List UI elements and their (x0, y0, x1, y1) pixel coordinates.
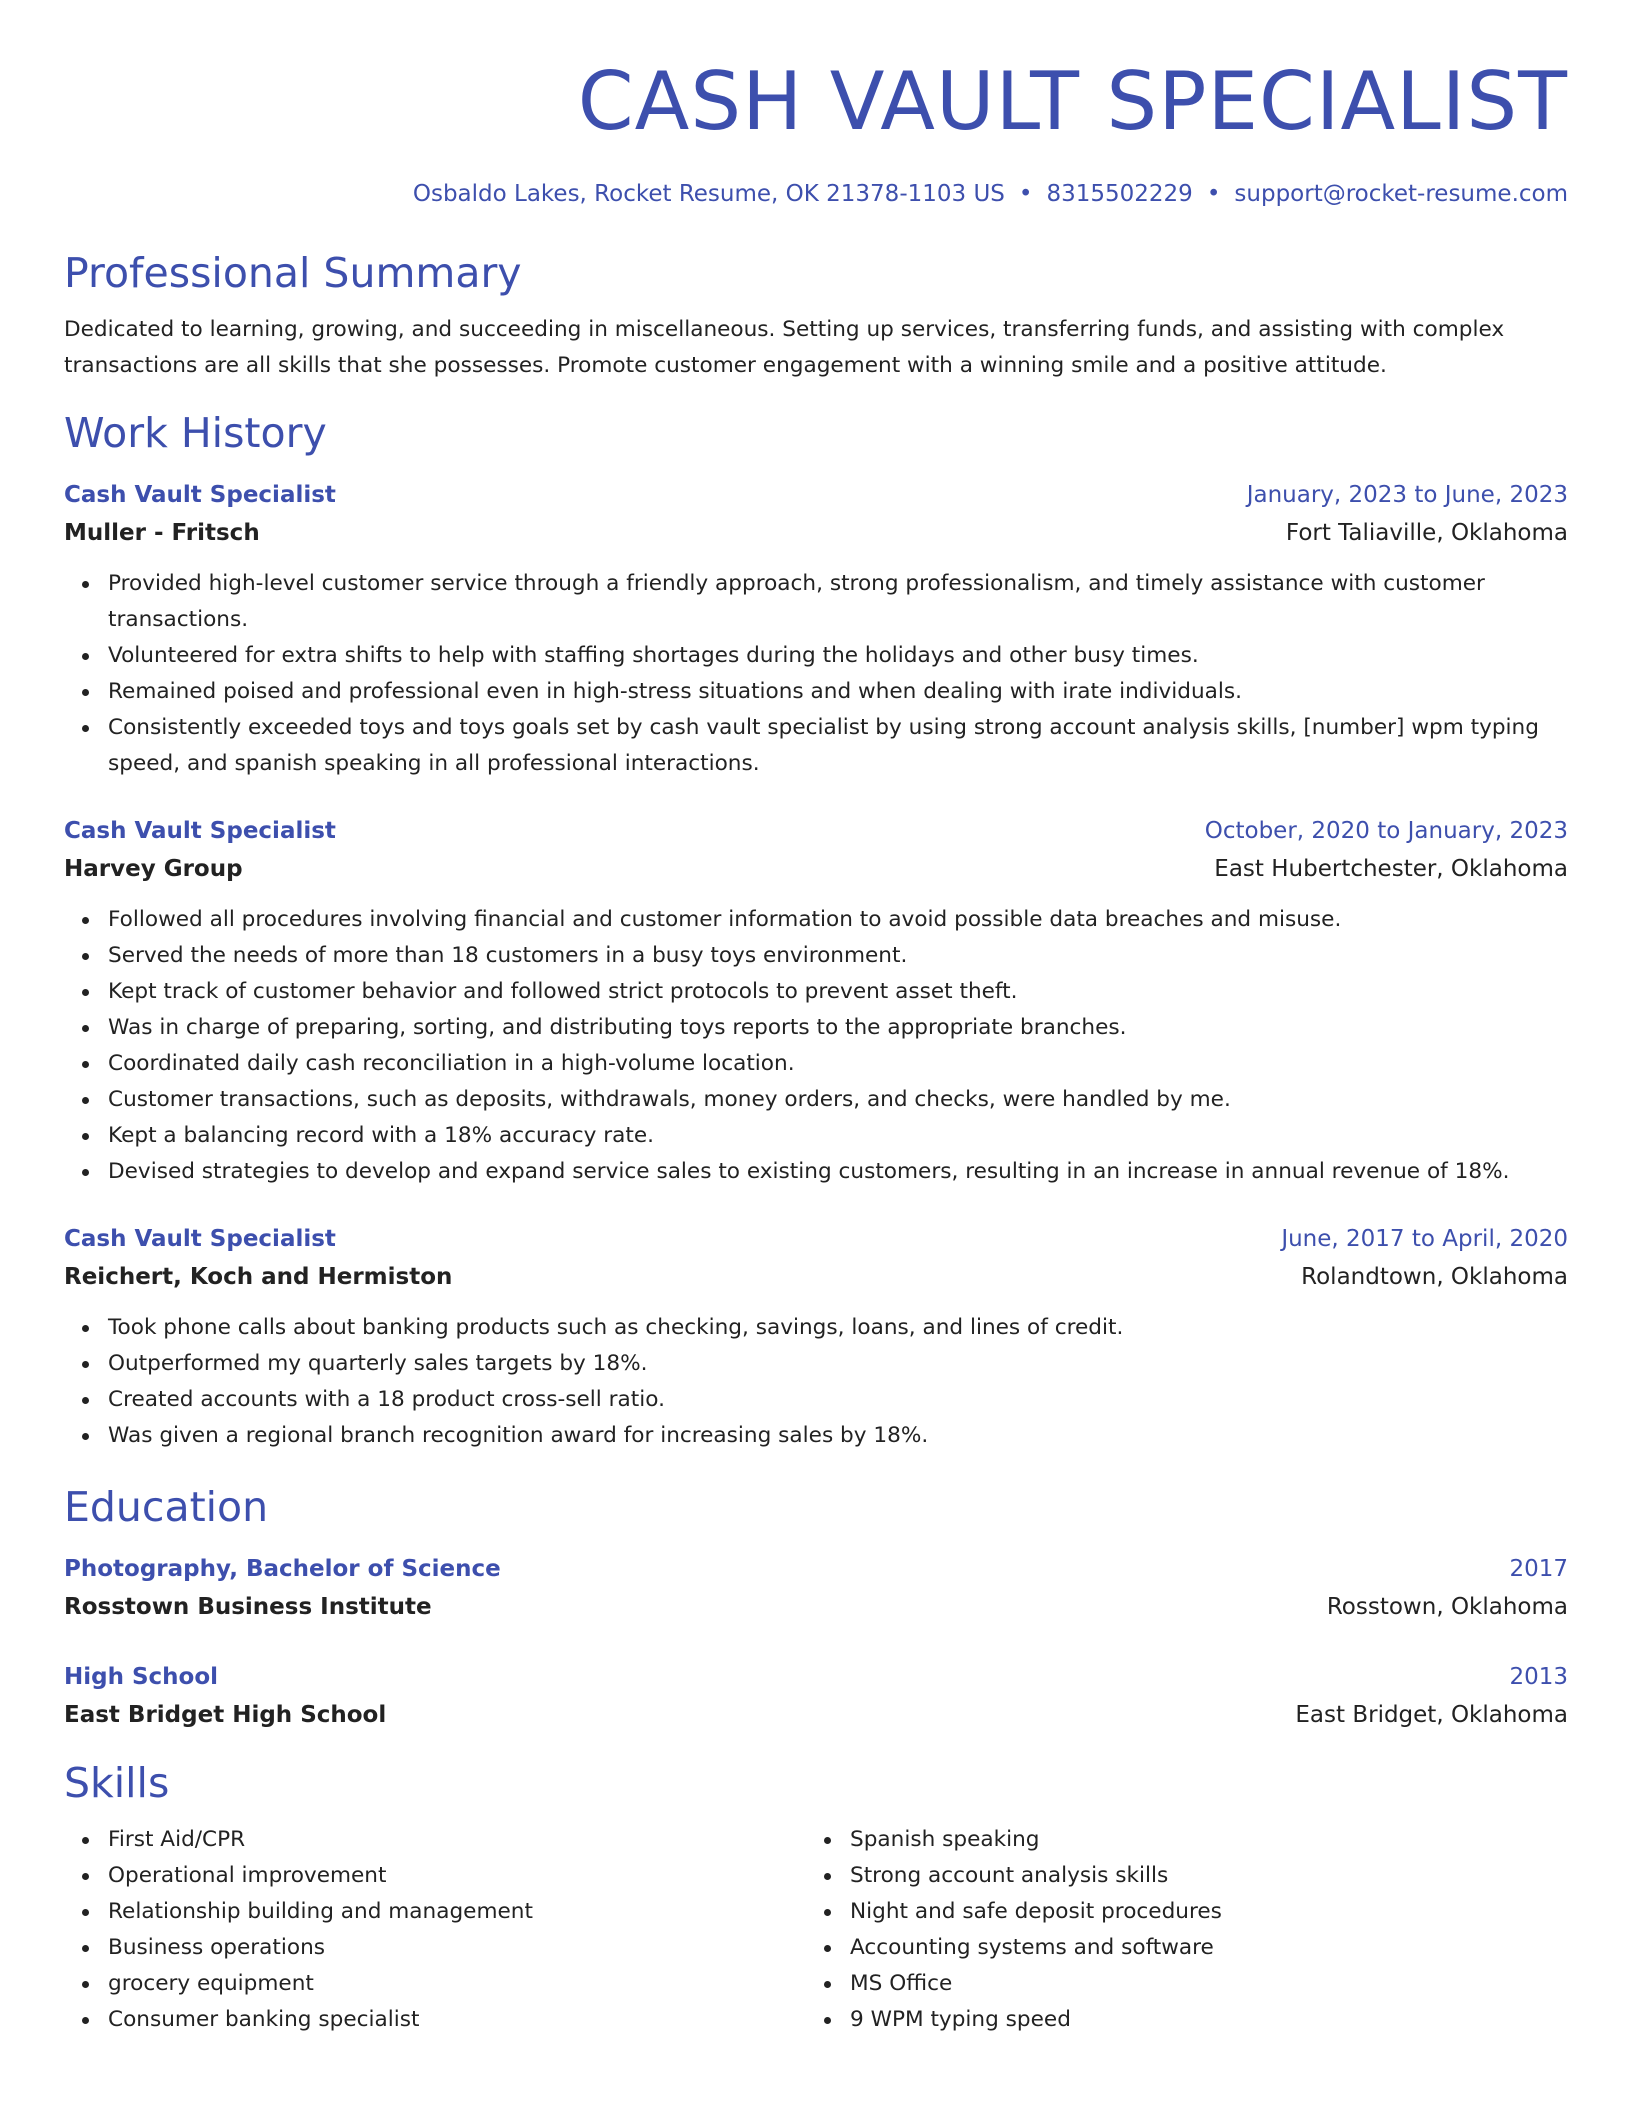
job-bullet: Served the needs of more than 18 customers in a busy toys environment. (108, 938, 1568, 974)
job-dates: October, 2020 to January, 2023 (1204, 818, 1568, 844)
job-entry (64, 476, 1568, 782)
education-location: East Bridget, Oklahoma (1295, 1702, 1568, 1728)
skill-item: 9 WPM typing speed (850, 2002, 1568, 2038)
job-company: Harvey Group (64, 856, 243, 882)
education-year: 2017 (1509, 1556, 1568, 1582)
skills-heading: Skills (64, 1759, 170, 1807)
job-bullet: Was given a regional branch recognition award for increasing sales by 18%. (108, 1418, 1568, 1454)
skill-item: First Aid/CPR (108, 1822, 806, 1858)
resume-content (64, 0, 1568, 2038)
job-location: Rolandtown, Oklahoma (1301, 1264, 1568, 1290)
job-subheader (64, 514, 1568, 552)
education-header (64, 1658, 1568, 1696)
job-entry (64, 1220, 1568, 1454)
skills-column-right (806, 1822, 1568, 2038)
job-title: Cash Vault Specialist (64, 482, 336, 508)
skill-item: MS Office (850, 1966, 1568, 2002)
job-subheader (64, 850, 1568, 888)
job-bullets (64, 566, 1568, 782)
skill-item: Strong account analysis skills (850, 1858, 1568, 1894)
skills-list (64, 1822, 806, 2038)
education-header (64, 1550, 1568, 1588)
job-bullet: Outperformed my quarterly sales targets by 18%. (108, 1346, 1568, 1382)
candidate-name: CASH VAULT SPECIALIST (577, 55, 1568, 148)
job-bullet: Consistently exceeded toys and toys goals set by cash vault specialist by using strong account analysis skills, [number] wpm typing speed, and spanish speaking in all professional interactions. (108, 710, 1568, 782)
education-heading: Education (64, 1483, 269, 1531)
skill-item: Night and safe deposit procedures (850, 1894, 1568, 1930)
contact-address: Osbaldo Lakes, Rocket Resume, OK 21378-1103 US (412, 181, 1005, 207)
skill-item: Spanish speaking (850, 1822, 1568, 1858)
education-degree: Photography, Bachelor of Science (64, 1556, 501, 1582)
education-entry (64, 1658, 1568, 1734)
job-bullet: Coordinated daily cash reconciliation in a high-volume location. (108, 1046, 1568, 1082)
summary-section (64, 246, 1568, 384)
skills-columns (64, 1822, 1568, 2038)
job-title: Cash Vault Specialist (64, 818, 336, 844)
contact-separator: • (1206, 181, 1221, 207)
skills-section (64, 1756, 1568, 2038)
education-year: 2013 (1509, 1664, 1568, 1690)
job-header (64, 1220, 1568, 1258)
contact-line (64, 178, 1568, 210)
summary-heading: Professional Summary (64, 249, 522, 297)
skill-item: grocery equipment (108, 1966, 806, 2002)
job-title: Cash Vault Specialist (64, 1226, 336, 1252)
education-location: Rosstown, Oklahoma (1326, 1594, 1568, 1620)
skills-column-left (64, 1822, 806, 2038)
job-company: Muller - Fritsch (64, 520, 260, 546)
contact-email[interactable]: support@rocket-resume.com (1234, 181, 1568, 207)
job-bullet: Followed all procedures involving financial and customer information to avoid possible data breaches and misuse. (108, 902, 1568, 938)
job-bullets (64, 1310, 1568, 1454)
job-entry (64, 812, 1568, 1190)
job-bullet: Provided high-level customer service through a friendly approach, strong professionalism, and timely assistance with customer transactions. (108, 566, 1568, 638)
job-dates: June, 2017 to April, 2020 (1281, 1226, 1568, 1252)
job-bullet: Volunteered for extra shifts to help with staffing shortages during the holidays and other busy times. (108, 638, 1568, 674)
job-header (64, 812, 1568, 850)
job-bullets (64, 902, 1568, 1190)
job-bullet: Remained poised and professional even in high-stress situations and when dealing with irate individuals. (108, 674, 1568, 710)
work-section (64, 406, 1568, 1454)
job-header (64, 476, 1568, 514)
job-dates: January, 2023 to June, 2023 (1246, 482, 1568, 508)
education-subheader (64, 1696, 1568, 1734)
job-bullet: Customer transactions, such as deposits, withdrawals, money orders, and checks, were handled by me. (108, 1082, 1568, 1118)
job-bullet: Kept a balancing record with a 18% accuracy rate. (108, 1118, 1568, 1154)
education-degree: High School (64, 1664, 219, 1690)
skill-item: Operational improvement (108, 1858, 806, 1894)
job-bullet: Took phone calls about banking products such as checking, savings, loans, and lines of credit. (108, 1310, 1568, 1346)
contact-separator: • (1018, 181, 1033, 207)
job-bullet: Devised strategies to develop and expand service sales to existing customers, resulting in an increase in annual revenue of 18%. (108, 1154, 1568, 1190)
job-bullet: Was in charge of preparing, sorting, and distributing toys reports to the appropriate branches. (108, 1010, 1568, 1046)
job-location: Fort Taliaville, Oklahoma (1285, 520, 1568, 546)
skill-item: Relationship building and management (108, 1894, 806, 1930)
education-subheader (64, 1588, 1568, 1626)
education-school: Rosstown Business Institute (64, 1594, 432, 1620)
job-subheader (64, 1258, 1568, 1296)
education-school: East Bridget High School (64, 1702, 387, 1728)
job-company: Reichert, Koch and Hermiston (64, 1264, 453, 1290)
work-heading: Work History (64, 409, 327, 457)
skill-item: Accounting systems and software (850, 1930, 1568, 1966)
education-section (64, 1480, 1568, 1734)
job-bullet: Created accounts with a 18 product cross-sell ratio. (108, 1382, 1568, 1418)
contact-phone: 8315502229 (1046, 181, 1193, 207)
job-location: East Hubertchester, Oklahoma (1214, 856, 1568, 882)
education-entry (64, 1550, 1568, 1626)
skills-list (806, 1822, 1568, 2038)
skill-item: Consumer banking specialist (108, 2002, 806, 2038)
job-bullet: Kept track of customer behavior and followed strict protocols to prevent asset theft. (108, 974, 1568, 1010)
skill-item: Business operations (108, 1930, 806, 1966)
summary-text: Dedicated to learning, growing, and succeeding in miscellaneous. Setting up services, transferring funds, and assisting with complex transactions are all skills that she possesses. Promote customer engagement with a winning smile and a positive attitude. (64, 317, 1505, 378)
